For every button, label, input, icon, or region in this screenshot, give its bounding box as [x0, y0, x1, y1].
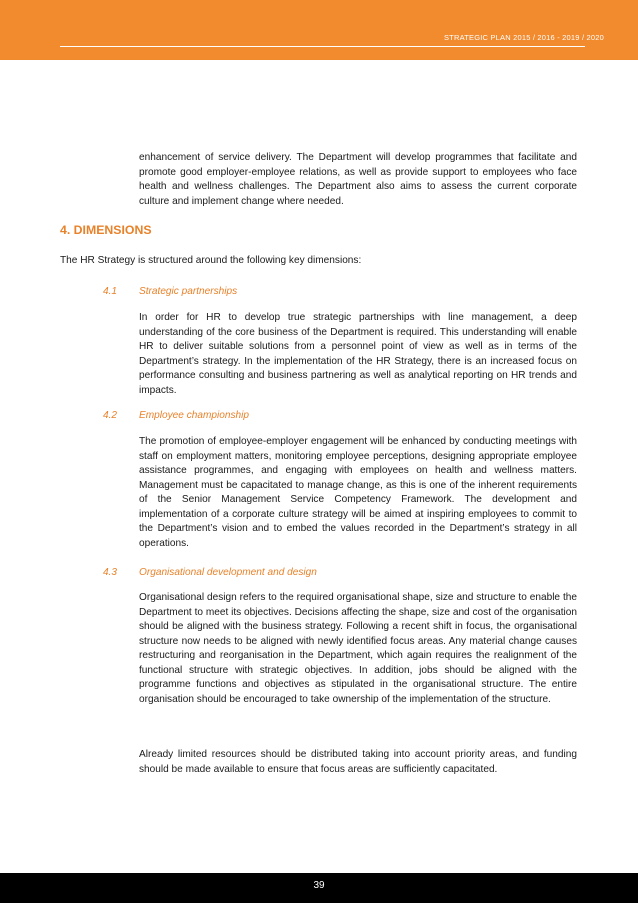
continuation-paragraph: enhancement of service delivery. The Department will develop programmes that facilitate and promote good employer-employee relations, as well as provide support to employees who face health and wellness challenges. The Department also aims to assess the current corporate culture and implement change where needed. — [139, 152, 577, 207]
section-intro: The HR Strategy is structured around the following key dimensions: — [60, 255, 362, 266]
subsection-paragraph: In order for HR to develop true strategic partnerships with line management, a deep understanding of the core business of the Department is required. This understanding will enable HR to deliver suitable solutions from a personnel point of view as well as in terms of the Department’s strategy. In the implementation of the HR Strategy, there is an increased focus on performance consulting and business partnering as well as analytical reporting on HR trends and impacts. — [139, 312, 577, 396]
subsection-number: 4.2 — [103, 410, 118, 421]
page-number: 39 — [313, 880, 325, 891]
header-bar — [0, 0, 638, 60]
subsection-number: 4.3 — [103, 567, 118, 578]
document-title: STRATEGIC PLAN 2015 / 2016 - 2019 / 2020 — [443, 33, 604, 42]
subsection-title: Organisational development and design — [139, 567, 317, 578]
subsection-paragraph: Organisational design refers to the required organisational shape, size and structure to enable the Department to meet its objectives. Decisions affecting the shape, size and cost of the organisation should be aligned with the business strategy. Following a recent shift in focus, the organisational structure now needs to be aligned with newly identified focus areas. Any material change causes restructuring and reorganisation in the Department, which again requires the realignment of the functional structure with strategic objectives. In addition, jobs should be aligned with the programme functions and objectives as stipulated in the organisational structure. The entire organisation should be encouraged to take ownership of the implementation of the structure. — [139, 592, 577, 705]
subsection-number: 4.1 — [103, 286, 118, 297]
subsection-paragraph: The promotion of employee-employer engagement will be enhanced by conducting meetings with staff on employment matters, monitoring employee perceptions, designing appropriate employee assistance programmes, and engaging with employees on health and wellness matters. Management must be capacitated to manage change, as this is one of the inherent requirements of the Senior Management Service Competency Framework. The development and implementation of a corporate culture strategy will be aimed at inspiring employees to commit to the Department’s vision and to embed the values recorded in the Department’s strategy in all operations. — [139, 436, 577, 549]
section-heading: 4. DIMENSIONS — [60, 223, 152, 237]
subsection-paragraph: Already limited resources should be distributed taking into account priority areas, and funding should be made available to ensure that focus areas are sufficiently capacitated. — [139, 749, 577, 775]
header-divider — [60, 46, 585, 47]
subsection-title: Strategic partnerships — [139, 286, 238, 297]
subsection-title: Employee championship — [139, 410, 249, 421]
